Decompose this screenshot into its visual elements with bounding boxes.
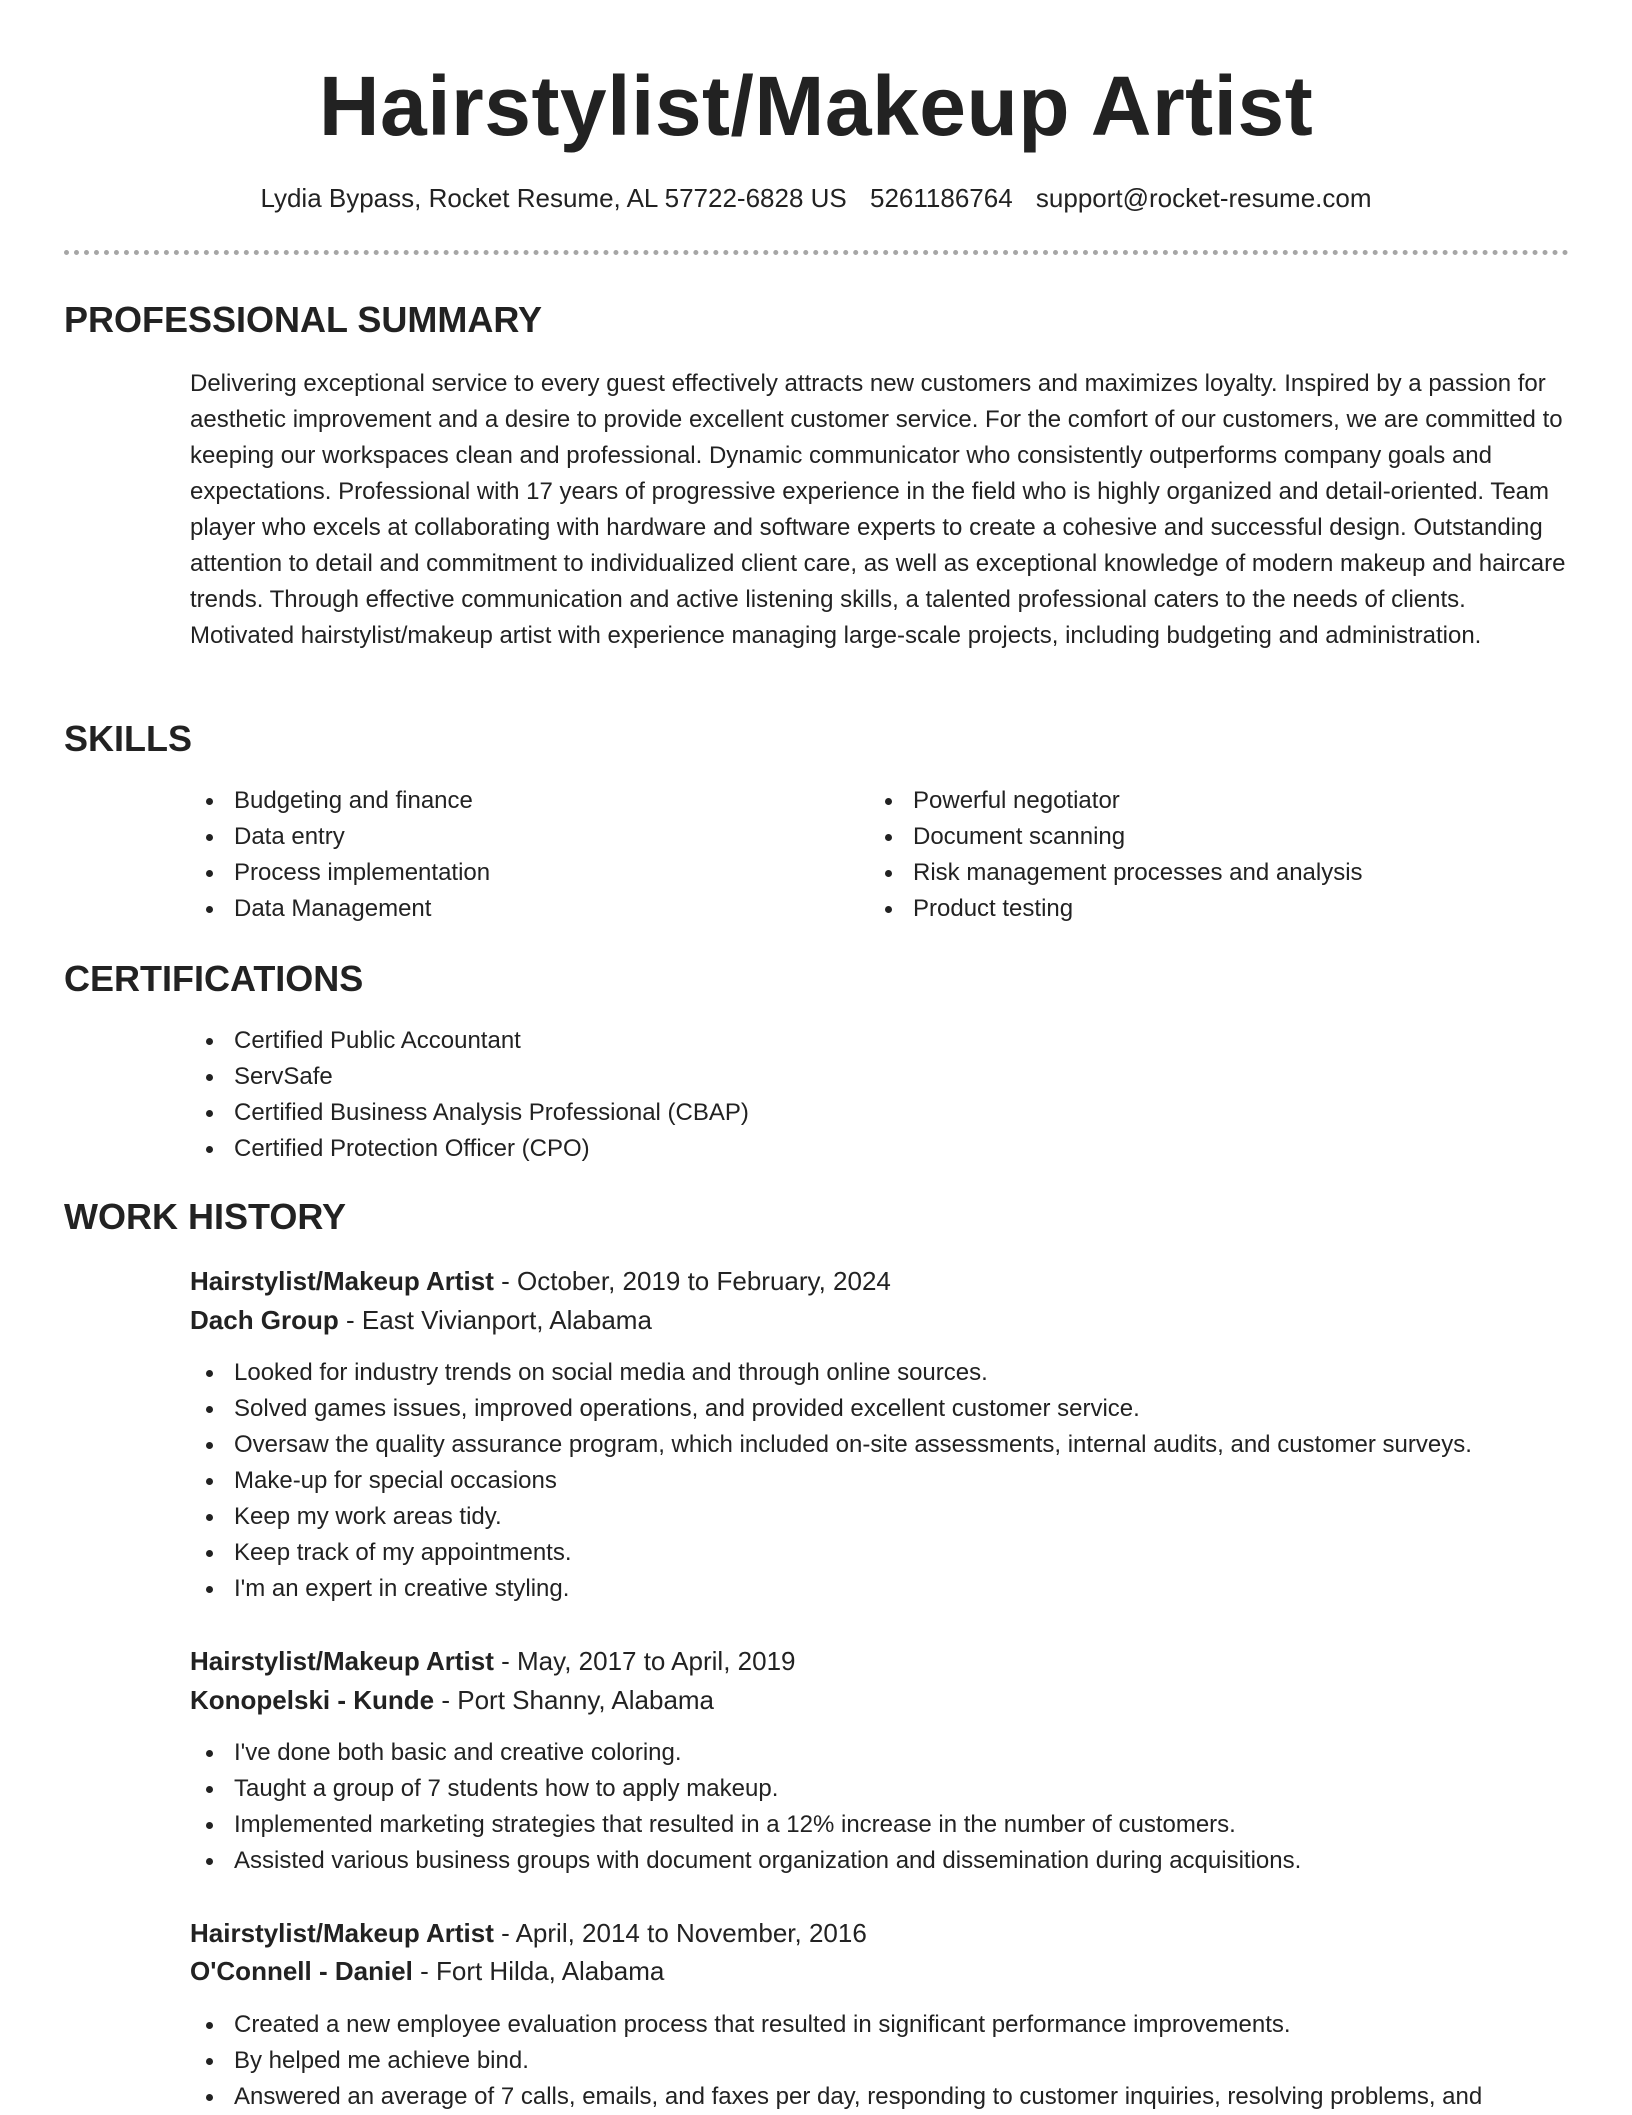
- job-duty-item: Oversaw the quality assurance program, which included on-site assessments, internal audits, and customer surveys.: [190, 1427, 1472, 1463]
- job-dates: - April, 2014 to November, 2016: [493, 1918, 867, 1948]
- certification-item: Certified Protection Officer (CPO): [190, 1131, 749, 1167]
- job-company: Dach Group: [190, 1305, 339, 1335]
- certification-item: ServSafe: [190, 1059, 749, 1095]
- job-company-line: [190, 1952, 664, 1990]
- job-company-line: [190, 1681, 714, 1719]
- job-duty-item: Implemented marketing strategies that resulted in a 12% increase in the number of customers.: [190, 1807, 1301, 1843]
- job-duty-item: Taught a group of 7 students how to apply makeup.: [190, 1771, 1301, 1807]
- job-company: Konopelski - Kunde: [190, 1685, 435, 1715]
- contact-line: [0, 180, 1632, 216]
- certifications-heading: CERTIFICATIONS: [64, 958, 364, 999]
- skill-item: Product testing: [869, 891, 1363, 927]
- job-duty-item: Keep track of my appointments.: [190, 1535, 1472, 1571]
- job-location: - East Vivianport, Alabama: [338, 1305, 652, 1335]
- job-company-line: [190, 1301, 652, 1339]
- job-duty-item: By helped me achieve bind.: [190, 2043, 1482, 2079]
- skill-item: Document scanning: [869, 819, 1363, 855]
- contact-phone: 5261186764: [870, 183, 1013, 213]
- resume-title: Hairstylist/Makeup Artist: [318, 59, 1314, 153]
- skills-list-left: [190, 783, 490, 927]
- header-divider: [64, 250, 1569, 255]
- job-title-line: [190, 1262, 891, 1300]
- job-duty-item: Assisted various business groups with document organization and dissemination during acquisitions.: [190, 1843, 1301, 1879]
- contact-address: Lydia Bypass, Rocket Resume, AL 57722-6828 US: [260, 183, 847, 213]
- job-title-line: [190, 1914, 867, 1952]
- work-history-heading: WORK HISTORY: [64, 1196, 347, 1237]
- job-duty-item: Make-up for special occasions: [190, 1463, 1472, 1499]
- skill-item: Data Management: [190, 891, 490, 927]
- job-title-line: [190, 1642, 795, 1680]
- skill-item: Data entry: [190, 819, 490, 855]
- skill-item: Process implementation: [190, 855, 490, 891]
- skill-item: Risk management processes and analysis: [869, 855, 1363, 891]
- job-company: O'Connell - Daniel: [190, 1956, 413, 1986]
- job-duties-list: [190, 2007, 1482, 2115]
- job-title: Hairstylist/Makeup Artist: [190, 1266, 494, 1296]
- certification-item: Certified Business Analysis Professional (CBAP): [190, 1095, 749, 1131]
- job-duty-item: I'm an expert in creative styling.: [190, 1571, 1472, 1607]
- job-duties-list: [190, 1735, 1301, 1879]
- job-duties-list: [190, 1355, 1472, 1607]
- skills-list-right: [869, 783, 1363, 927]
- job-duty-item: Created a new employee evaluation process that resulted in significant performance improvements.: [190, 2007, 1482, 2043]
- job-duty-item: I've done both basic and creative coloring.: [190, 1735, 1301, 1771]
- certification-item: Certified Public Accountant: [190, 1023, 749, 1059]
- contact-email: support@rocket-resume.com: [1035, 183, 1372, 213]
- job-title: Hairstylist/Makeup Artist: [190, 1646, 494, 1676]
- job-location: - Port Shanny, Alabama: [434, 1685, 715, 1715]
- skill-item: Budgeting and finance: [190, 783, 490, 819]
- job-dates: - May, 2017 to April, 2019: [493, 1646, 796, 1676]
- skill-item: Powerful negotiator: [869, 783, 1363, 819]
- job-location: - Fort Hilda, Alabama: [412, 1956, 665, 1986]
- summary-heading: PROFESSIONAL SUMMARY: [64, 299, 543, 340]
- skills-heading: SKILLS: [64, 718, 193, 759]
- job-duty-item: Looked for industry trends on social media and through online sources.: [190, 1355, 1472, 1391]
- job-duty-item: Keep my work areas tidy.: [190, 1499, 1472, 1535]
- job-dates: - October, 2019 to February, 2024: [493, 1266, 891, 1296]
- certifications-list: [190, 1023, 749, 1167]
- job-duty-item: Solved games issues, improved operations, and provided excellent customer service.: [190, 1391, 1472, 1427]
- summary-text: Delivering exceptional service to every guest effectively attracts new customers and maximizes loyalty. Inspired by a passion for aesthetic improvement and a desire to provide excellent customer service. For the comfort of our customers, we are committed to keeping our workspaces clean and professional. Dynamic communicator who consistently outperforms company goals and expectations. Professional with 17 years of progressive experience in the field who is highly organized and detail-oriented. Team player who excels at collaborating with hardware and software experts to create a cohesive and successful design. Outstanding attention to detail and commitment to individualized client care, as well as exceptional knowledge of modern makeup and haircare trends. Through effective communication and active listening skills, a talented professional caters to the needs of clients. Motivated hairstylist/makeup artist with experience managing large-scale projects, including budgeting and administration.: [190, 370, 1566, 649]
- job-duty-item: Answered an average of 7 calls, emails, and faxes per day, responding to customer inquiries, resolving problems, and: [190, 2079, 1482, 2115]
- job-title: Hairstylist/Makeup Artist: [190, 1918, 494, 1948]
